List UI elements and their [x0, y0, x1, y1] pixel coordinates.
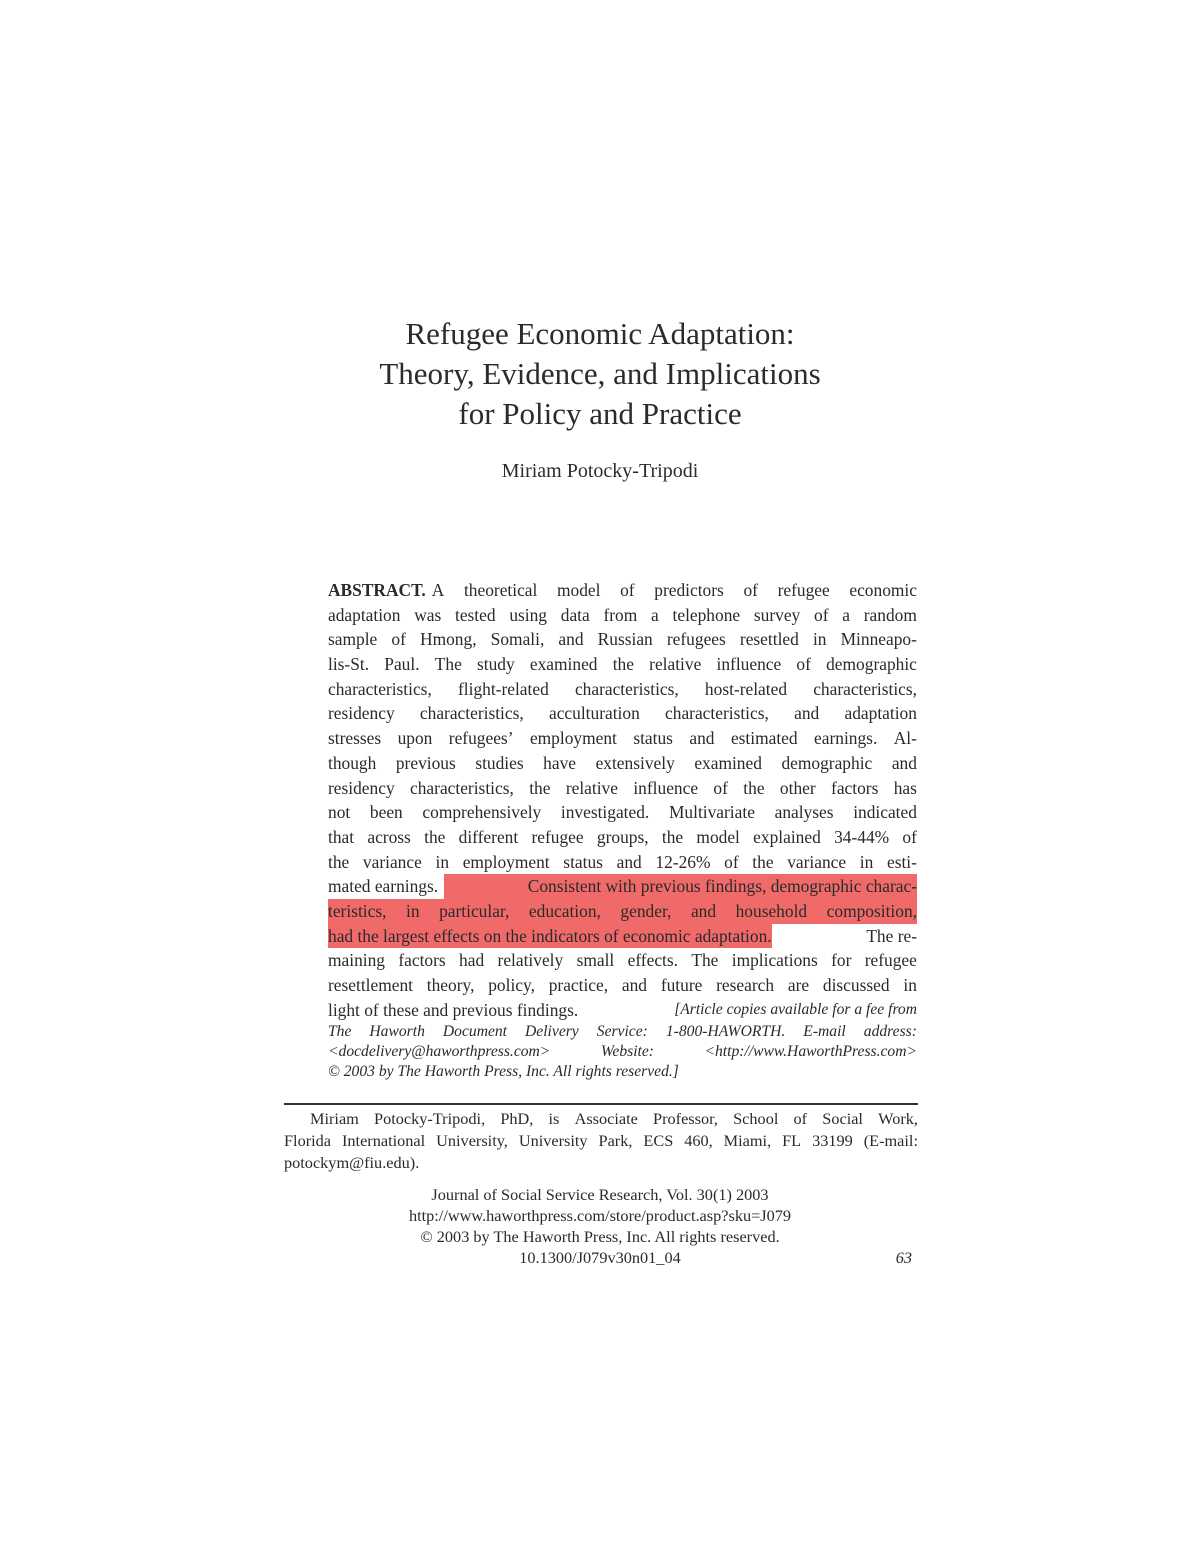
highlighted-text: teristics, in particular, education, gender, and household composition, [328, 899, 917, 924]
abstract-line: lis-St. Paul. The study examined the relative influence of demographic [328, 654, 917, 675]
abstract-line: though previous studies have extensively examined demographic and [328, 752, 917, 773]
abstract-line: adaptation was tested using data from a telephone survey of a random [328, 604, 917, 625]
page-number: 63 [895, 1248, 912, 1267]
copyright-line: © 2003 by The Haworth Press, Inc. All rights reserved. [420, 1227, 780, 1246]
footnote-line: potockym@fiu.edu). [284, 1153, 420, 1172]
title-line-3: for Policy and Practice [458, 396, 742, 431]
abstract-text: mated earnings. [328, 876, 439, 897]
doi-line: 10.1300/J079v30n01_04 [519, 1248, 681, 1267]
title-line-2: Theory, Evidence, and Implications [379, 356, 821, 391]
abstract-line: maining factors had relatively small effects. The implications for refugee [328, 950, 917, 971]
abstract-line-highlight-start [328, 874, 917, 899]
availability-note-line: The Haworth Document Delivery Service: 1-800-HAWORTH. E-mail address: [328, 1023, 917, 1041]
availability-note-line: © 2003 by The Haworth Press, Inc. All rights reserved.] [328, 1063, 679, 1081]
footnote-line: Florida International University, University Park, ECS 460, Miami, FL 33199 (E-mail: [284, 1131, 918, 1150]
abstract-text: light of these and previous findings. [328, 999, 579, 1020]
abstract-text: The re- [866, 925, 917, 946]
highlighted-text: had the largest effects on the indicators of economic adaptation. [328, 924, 772, 949]
author-name: Miriam Potocky-Tripodi [501, 460, 699, 482]
abstract-line: residency characteristics, the relative influence of the other factors has [328, 777, 917, 798]
title-line-1: Refugee Economic Adaptation: [405, 316, 795, 351]
journal-url: http://www.haworthpress.com/store/product.asp?sku=J079 [408, 1206, 792, 1225]
abstract-line: sample of Hmong, Somali, and Russian refugees resettled in Minneapo- [328, 629, 917, 650]
journal-info [0, 1184, 1200, 1268]
abstract-line: residency characteristics, acculturation characteristics, and adaptation [328, 703, 917, 724]
footnote-rule [284, 1103, 918, 1105]
availability-note-line: <docdelivery@haworthpress.com> Website: <http://www.HaworthPress.com> [328, 1043, 917, 1061]
abstract-label: ABSTRACT. [328, 580, 426, 600]
highlighted-text: Consistent with previous findings, demographic charac- [444, 874, 917, 899]
abstract-text: A theoretical model of predictors of refugee economic [431, 580, 917, 600]
abstract-line-final [328, 998, 917, 1023]
abstract-line: characteristics, flight-related characteristics, host-related characteristics, [328, 678, 917, 699]
abstract-line: the variance in employment status and 12-26% of the variance in esti- [328, 851, 917, 872]
footnote-line: Miriam Potocky-Tripodi, PhD, is Associate Professor, School of Social Work, [310, 1109, 918, 1128]
abstract [328, 578, 917, 1082]
article-title [0, 314, 1200, 434]
abstract-line: that across the different refugee groups, the model explained 34-44% of [328, 826, 917, 847]
journal-citation: Journal of Social Service Research, Vol. 30(1) 2003 [431, 1185, 769, 1204]
availability-note: [Article copies available for a fee from [674, 1000, 917, 1018]
abstract-line: not been comprehensively investigated. Multivariate analyses indicated [328, 802, 917, 823]
abstract-line: stresses upon refugees’ employment status and estimated earnings. Al- [328, 728, 917, 749]
abstract-line: resettlement theory, policy, practice, and future research are discussed in [328, 975, 917, 995]
abstract-line-highlight-end [328, 924, 917, 949]
author-footnote [284, 1108, 918, 1174]
abstract-line-highlight [328, 899, 917, 924]
abstract-line-1 [328, 578, 917, 603]
